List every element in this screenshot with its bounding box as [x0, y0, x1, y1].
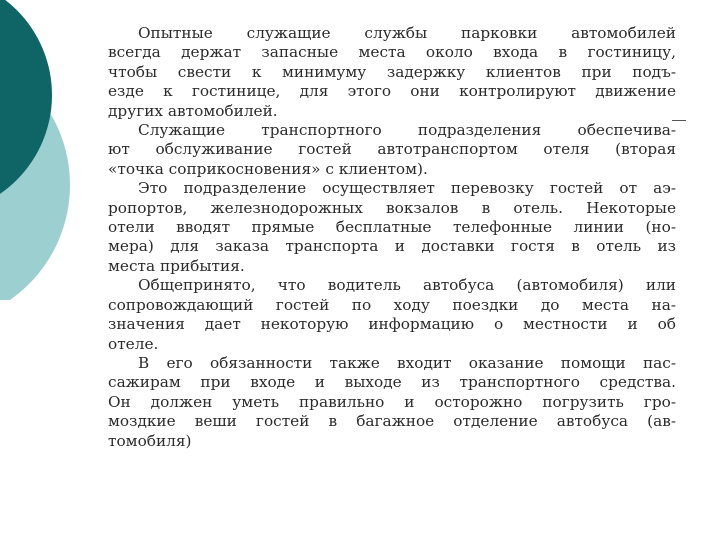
text-line: «точка соприкосновения» с клиентом). [108, 159, 428, 178]
text-line: сажирам при входе и выходе из транспортного средства. [108, 373, 676, 392]
text-line: других автомобилей. [108, 101, 278, 120]
text-line: В его обязанности также входит оказание помощи пас- [138, 353, 676, 372]
text-line: Служащие транспортного подразделения обеспечива- [138, 121, 676, 140]
text-line: Это подразделение осуществляет перевозку гостей от аэ- [138, 179, 676, 198]
paragraph-2 [108, 121, 676, 179]
text-line: Общепринято, что водитель автобуса (автомобиля) или [138, 276, 676, 295]
decorative-circles [0, 0, 120, 300]
paragraph-3 [108, 179, 676, 276]
text-line: Опытные служащие службы парковки автомобилей [138, 24, 676, 42]
paragraph-5 [108, 354, 676, 451]
paragraph-4 [108, 276, 676, 354]
text-line: места прибытия. [108, 256, 245, 275]
text-line: мера) для заказа транспорта и доставки гостя в отель из [108, 237, 676, 256]
text-line: ропортов, железнодорожных вокзалов в отель. Некоторые [108, 198, 676, 217]
text-line: сопровождающий гостей по ходу поездки до места на- [108, 295, 676, 314]
paragraph-1 [108, 24, 676, 121]
text-line: езде к гостинице, для этого они контролируют движение [108, 82, 676, 101]
text-line: отели вводят прямые бесплатные телефонные линии (но- [108, 218, 676, 237]
text-line: всегда держат запасные места около входа в гостиницу, [108, 43, 676, 62]
text-line: Он должен уметь правильно и осторожно погрузить гро- [108, 392, 676, 411]
text-line: томобиля) [108, 431, 192, 450]
text-line: значения дает некоторую информацию о местности и об [108, 315, 676, 334]
text-line: отеле. [108, 334, 159, 353]
document-body [108, 24, 676, 451]
text-line: ют обслуживание гостей автотранспортом отеля (вторая [108, 140, 676, 159]
text-line: моздкие веши гостей в багажное отделение автобуса (ав- [108, 412, 676, 431]
text-line: чтобы свести к минимуму задержку клиентов при подъ- [108, 62, 676, 81]
